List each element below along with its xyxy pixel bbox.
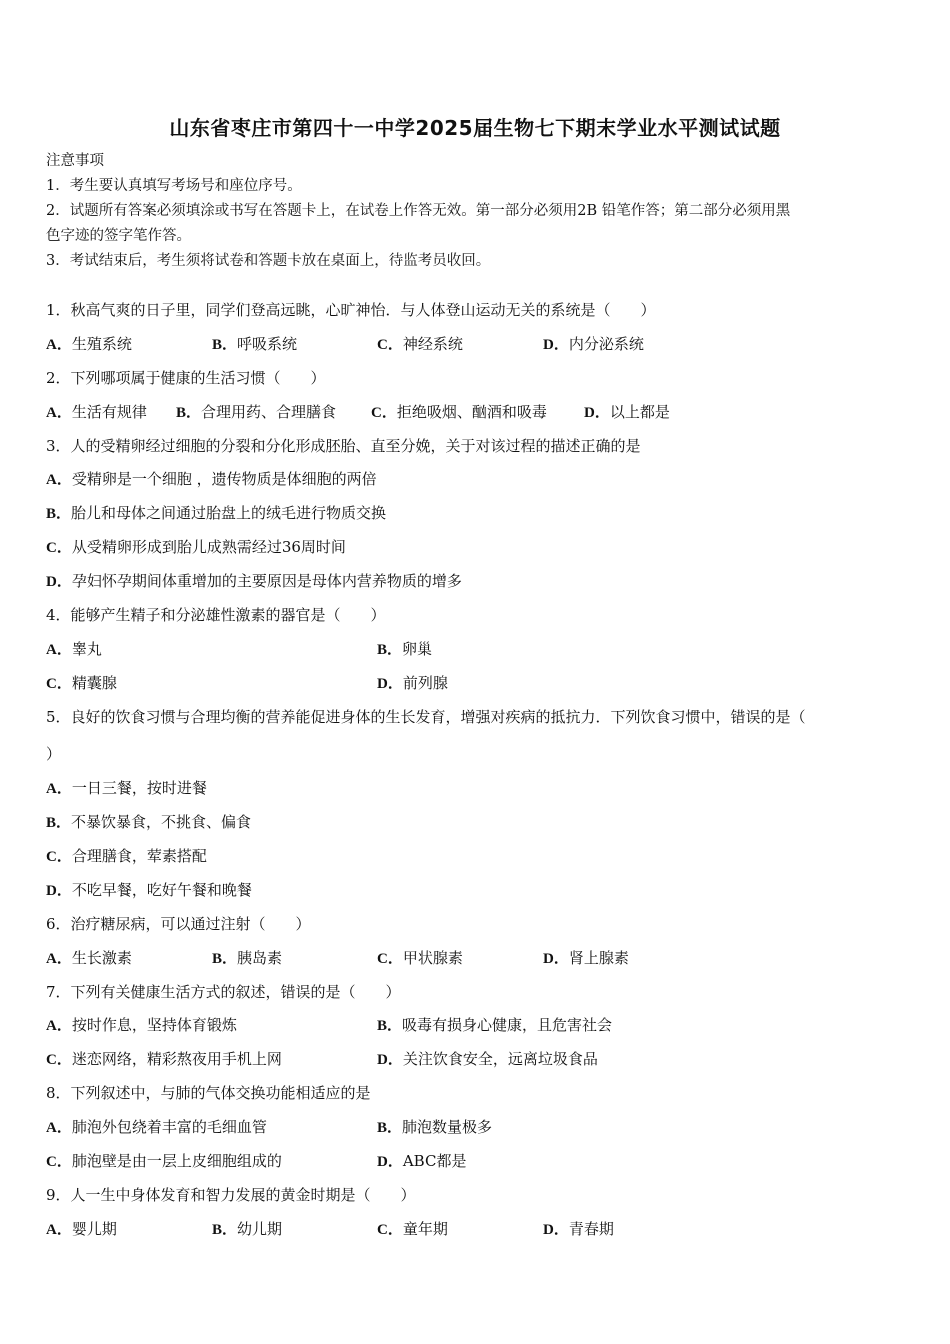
- option-text: 合理用药、合理膳食: [201, 403, 337, 421]
- q9-option-b: [212, 1219, 282, 1240]
- option-text: 前列腺: [402, 674, 448, 692]
- q1-option-c: [377, 334, 463, 355]
- question-9-stem: 9．人一生中身体发育和智力发展的黄金时期是（ ）: [46, 1186, 416, 1204]
- q3-option-b: [46, 503, 386, 524]
- option-text: 精囊腺: [71, 674, 117, 692]
- option-text: 幼儿期: [237, 1220, 283, 1238]
- option-label: B．: [377, 642, 403, 658]
- option-label: C．: [377, 337, 403, 353]
- question-6-stem: 6．治疗糖尿病，可以通过注射（ ）: [46, 915, 311, 933]
- q5-option-c: [46, 846, 207, 867]
- option-text: 肺泡数量极多: [402, 1118, 493, 1136]
- q5-option-b: [46, 812, 251, 833]
- option-text: 卵巢: [402, 640, 433, 658]
- option-text: 关注饮食安全，远离垃圾食品: [402, 1050, 598, 1068]
- option-text: 呼吸系统: [237, 335, 298, 353]
- question-8-stem: 8．下列叙述中，与肺的气体交换功能相适应的是: [46, 1084, 371, 1102]
- option-text: 迷恋网络，精彩熬夜用手机上网: [71, 1050, 282, 1068]
- option-text: 生活有规律: [71, 403, 147, 421]
- option-label: B．: [212, 951, 238, 967]
- q1-option-a: [46, 334, 132, 355]
- q6-option-b: [212, 948, 282, 969]
- option-label: C．: [46, 849, 72, 865]
- option-label: B．: [46, 506, 72, 522]
- q6-option-a: [46, 948, 132, 969]
- notes-heading: 注意事项: [46, 153, 104, 169]
- option-label: C．: [377, 951, 403, 967]
- option-text: 受精卵是一个细胞 ，遗传物质是体细胞的两倍: [71, 470, 377, 488]
- option-text: ABC都是: [402, 1152, 467, 1170]
- q2-option-a: [46, 402, 147, 423]
- option-text: 甲状腺素: [402, 949, 463, 967]
- option-text: 孕妇怀孕期间体重增加的主要原因是母体内营养物质的增多: [71, 572, 462, 590]
- q3-option-d: [46, 571, 462, 592]
- q4-option-d: [377, 673, 448, 694]
- q7-option-d: [377, 1049, 598, 1070]
- option-label: B．: [176, 405, 202, 421]
- option-text: 肺泡外包绕着丰富的毛细血管: [71, 1118, 267, 1136]
- option-label: A．: [46, 951, 72, 967]
- q4-option-a: [46, 639, 102, 660]
- option-label: A．: [46, 337, 72, 353]
- option-text: 青春期: [568, 1220, 614, 1238]
- note-item: 3．考试结束后，考生须将试卷和答题卡放在桌面上，待监考员收回。: [46, 253, 491, 269]
- q1-option-d: [543, 334, 644, 355]
- option-label: B．: [377, 1018, 403, 1034]
- question-1-stem: 1．秋高气爽的日子里，同学们登高远眺，心旷神怡．与人体登山运动无关的系统是（ ）: [46, 301, 656, 319]
- option-label: C．: [46, 540, 72, 556]
- option-text: 合理膳食，荤素搭配: [71, 847, 207, 865]
- q4-option-c: [46, 673, 117, 694]
- option-text: 胎儿和母体之间通过胎盘上的绒毛进行物质交换: [71, 504, 387, 522]
- question-2-stem: 2．下列哪项属于健康的生活习惯（ ）: [46, 369, 326, 387]
- option-label: B．: [46, 815, 72, 831]
- q2-option-c: [371, 402, 547, 423]
- q8-option-a: [46, 1117, 267, 1138]
- option-label: D．: [377, 1052, 403, 1068]
- option-text: 以上都是: [609, 403, 670, 421]
- q3-option-a: [46, 469, 377, 490]
- note-item: 2．试题所有答案必须填涂或书写在答题卡上，在试卷上作答无效。第一部分必须用2B 铅笔作答；第二部分必须用黑: [46, 203, 791, 219]
- option-label: B．: [212, 1222, 238, 1238]
- option-label: B．: [212, 337, 238, 353]
- question-3-stem: 3．人的受精卵经过细胞的分裂和分化形成胚胎、直至分娩，关于对该过程的描述正确的是: [46, 437, 641, 455]
- q9-option-c: [377, 1219, 448, 1240]
- option-label: A．: [46, 1222, 72, 1238]
- q9-option-a: [46, 1219, 117, 1240]
- exam-title: 山东省枣庄市第四十一中学2025届生物七下期末学业水平测试试题: [169, 116, 781, 140]
- option-text: 睾丸: [71, 640, 102, 658]
- option-label: D．: [584, 405, 610, 421]
- option-label: D．: [543, 337, 569, 353]
- q7-option-c: [46, 1049, 282, 1070]
- q2-option-b: [176, 402, 336, 423]
- option-text: 一日三餐，按时进餐: [71, 779, 207, 797]
- option-label: A．: [46, 1120, 72, 1136]
- q6-option-d: [543, 948, 629, 969]
- question-7-stem: 7．下列有关健康生活方式的叙述，错误的是（ ）: [46, 983, 401, 1001]
- note-item: 1．考生要认真填写考场号和座位序号。: [46, 178, 302, 194]
- q2-option-d: [584, 402, 670, 423]
- option-label: C．: [46, 676, 72, 692]
- option-text: 不吃早餐，吃好午餐和晚餐: [71, 881, 252, 899]
- option-text: 从受精卵形成到胎儿成熟需经过36周时间: [71, 538, 346, 556]
- q8-option-d: [377, 1151, 466, 1172]
- option-label: D．: [46, 574, 72, 590]
- option-text: 按时作息，坚持体育锻炼: [71, 1016, 237, 1034]
- option-text: 神经系统: [402, 335, 463, 353]
- question-4-stem: 4．能够产生精子和分泌雄性激素的器官是（ ）: [46, 606, 386, 624]
- q7-option-a: [46, 1015, 237, 1036]
- option-text: 生长激素: [71, 949, 132, 967]
- option-label: C．: [371, 405, 397, 421]
- option-label: C．: [46, 1154, 72, 1170]
- option-text: 内分泌系统: [568, 335, 644, 353]
- q6-option-c: [377, 948, 463, 969]
- option-label: D．: [543, 1222, 569, 1238]
- option-label: D．: [46, 883, 72, 899]
- option-label: C．: [377, 1222, 403, 1238]
- option-label: D．: [377, 676, 403, 692]
- option-label: A．: [46, 405, 72, 421]
- option-text: 童年期: [402, 1220, 448, 1238]
- option-text: 生殖系统: [71, 335, 132, 353]
- option-label: A．: [46, 472, 72, 488]
- q7-option-b: [377, 1015, 612, 1036]
- option-text: 不暴饮暴食，不挑食、偏食: [71, 813, 252, 831]
- q3-option-c: [46, 537, 346, 558]
- option-text: 婴儿期: [71, 1220, 117, 1238]
- q5-option-a: [46, 778, 207, 799]
- q9-option-d: [543, 1219, 614, 1240]
- option-label: D．: [377, 1154, 403, 1170]
- q4-option-b: [377, 639, 432, 660]
- option-label: C．: [46, 1052, 72, 1068]
- q8-option-c: [46, 1151, 282, 1172]
- option-label: A．: [46, 642, 72, 658]
- option-label: B．: [377, 1120, 403, 1136]
- option-text: 拒绝吸烟、酗酒和吸毒: [396, 403, 547, 421]
- q1-option-b: [212, 334, 297, 355]
- option-text: 肾上腺素: [568, 949, 629, 967]
- question-5-stem: 5．良好的饮食习惯与合理均衡的营养能促进身体的生长发育，增强对疾病的抵抗力．下列饮食习惯中，错误的是（: [46, 708, 806, 726]
- q5-option-d: [46, 880, 252, 901]
- option-text: 胰岛素: [237, 949, 283, 967]
- option-label: A．: [46, 781, 72, 797]
- option-label: D．: [543, 951, 569, 967]
- option-text: 肺泡壁是由一层上皮细胞组成的: [71, 1152, 282, 1170]
- q8-option-b: [377, 1117, 492, 1138]
- question-5-stem-continued: ）: [46, 745, 62, 763]
- option-label: A．: [46, 1018, 72, 1034]
- note-item: 色字迹的签字笔作答。: [46, 228, 191, 244]
- option-text: 吸毒有损身心健康，且危害社会: [402, 1016, 613, 1034]
